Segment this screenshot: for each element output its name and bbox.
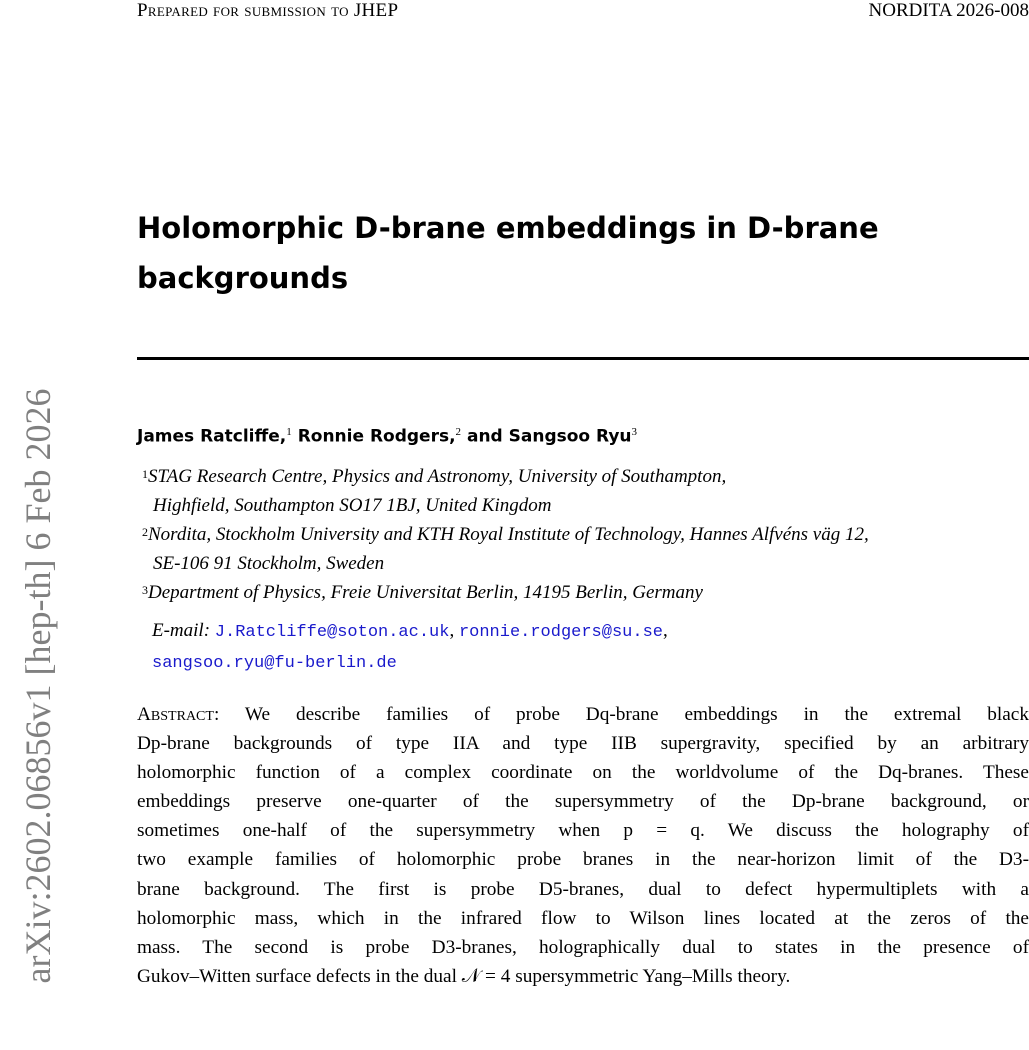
affiliation-line: Nordita, Stockholm University and KTH Royal Institute of Technology, Hannes Alfvéns väg 12, [148,524,869,545]
abstract-line: two example families of holomorphic probe branes in the near-horizon limit of the D3- [137,849,1029,871]
abstract-line: holomorphic mass, which in the infrared flow to Wilson lines located at the zeros of the [137,907,1029,929]
abstract-line: Dp-brane backgrounds of type IIA and type IIB supergravity, specified by an arbitrary [137,733,1029,755]
abstract-line: holomorphic function of a complex coordinate on the worldvolume of the Dq-branes. These [137,762,1029,784]
author-name: Ronnie Rodgers, [297,426,456,447]
email-block: E-mail: J.Ratcliffe@soton.ac.uk, ronnie.rodgers@su.se, sangsoo.ryu@fu-berlin.de [152,620,668,673]
affiliation-line: STAG Research Centre, Physics and Astronomy, University of Southampton, [148,466,727,487]
email-link[interactable]: sangsoo.ryu@fu-berlin.de [152,654,397,673]
affiliation-1 [142,462,726,520]
affiliation-number: 1 [142,467,148,481]
abstract-line: sometimes one-half of the supersymmetry when p = q. We discuss the holography of [137,820,1029,842]
affiliation-2 [142,520,869,578]
report-number: NORDITA 2026-008 [868,0,1029,21]
paper-title: Holomorphic D-brane embeddings in D-brane backgrounds [137,211,879,295]
journal-header: Prepared for submission to JHEP [137,0,399,21]
affiliation-mark: 3 [631,426,638,438]
abstract [137,700,1029,991]
affiliation-mark: 2 [455,426,462,438]
email-link[interactable]: ronnie.rodgers@su.se [458,623,663,642]
affiliation-number: 3 [142,583,148,597]
affiliation-line: Highfield, Southampton SO17 1BJ, United Kingdom [153,495,552,516]
affiliation-3 [142,578,703,607]
abstract-line: We describe families of probe Dq-brane embeddings in the extremal black [244,704,1029,725]
author-name: and Sangsoo Ryu [466,426,632,447]
abstract-line: brane background. The first is probe D5-branes, dual to defect hypermultiplets with a [137,878,1029,900]
affiliation-line: Department of Physics, Freie Universitat Berlin, 14195 Berlin, Germany [148,582,703,603]
abstract-line: embeddings preserve one-quarter of the supersymmetry of the Dp-brane background, or [137,791,1029,813]
author-name: James Ratcliffe, [137,426,287,447]
affiliation-number: 2 [142,525,148,539]
email-link[interactable]: J.Ratcliffe@soton.ac.uk [214,623,450,642]
abstract-line: Gukov–Witten surface defects in the dual 𝒩 = 4 supersymmetric Yang–Mills theory. [137,965,791,987]
author-list [137,426,637,447]
affiliation-line: SE-106 91 Stockholm, Sweden [153,553,385,574]
title-rule [137,357,1029,360]
arxiv-stamp: arXiv:2602.06856v1 [hep-th] 6 Feb 2026 [18,388,58,984]
email-label: E-mail: [152,620,211,641]
abstract-line: mass. The second is probe D3-branes, holographically dual to states in the presence of [137,936,1029,958]
abstract-label: Abstract: [137,704,220,725]
affiliation-mark: 1 [286,426,292,438]
